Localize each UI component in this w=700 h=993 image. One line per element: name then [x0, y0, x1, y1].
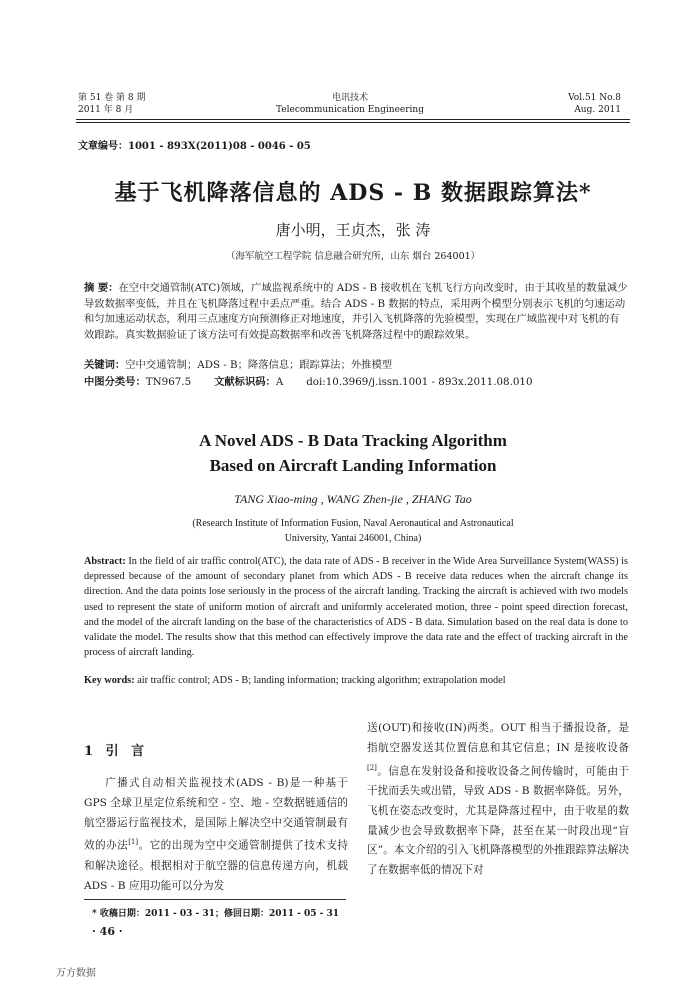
abstract-label-cn: 摘 要： [84, 282, 119, 294]
right-column-paragraph [367, 719, 629, 881]
journal-name-header [260, 92, 440, 116]
class-label: 中图分类号： [84, 376, 146, 388]
title-line-2: Based on Aircraft Landing Information [209, 456, 497, 475]
journal-name-en: Telecommunication Engineering [275, 105, 424, 115]
paper-title-cn: 基于飞机降落信息的 ADS - B 数据跟踪算法* [114, 180, 592, 206]
volume-issue: 第 51 卷 第 8 期 [78, 93, 146, 103]
keywords-en [84, 675, 628, 686]
affiliation-line-1: (Research Institute of Information Fusion, Naval Aeronautical and Astronautical [192, 518, 514, 529]
title-line-1: A Novel ADS - B Data Tracking Algorithm [199, 431, 507, 450]
affiliation-en [76, 516, 630, 546]
paper-title-en [76, 428, 630, 478]
introduction-paragraph [84, 774, 348, 896]
citation-ref-1: [1] [128, 838, 139, 847]
right-text-1: 送(OUT)和接收(IN)两类。OUT 相当于播报设备，是指航空器发送其位置信息和其它信息；IN 是接收设备 [367, 722, 629, 754]
abstract-text-en: In the field of air traffic control(ATC), the data rate of ADS - B receiver in the Wide Area Surveillance System(WASS) is depressed because of the amount of secondary planet from which ADS - B receive data reduces when the aircraft change its direction. And the data points lose seriously in the process of the aircraft landing. Tracking the aircraft is achieved with two models used to represent the state of uniform motion of aircraft and uniformly accelerated motion, three - point speed direction forecast, and the model of the aircraft landing on the base of the characteristics of ADS - B data. Simulation based on the real data is done to validate the model. The results show that this method can effectively improve the data rate and the effect of tracking aircraft in the process of aircraft landing. [84, 556, 628, 659]
doi: doi:10.3969/j.issn.1001 - 893x.2011.08.010 [306, 376, 533, 388]
affiliation-cn: （海军航空工程学院 信息融合研究所，山东 烟台 264001） [225, 251, 481, 262]
journal-volume-header-en [568, 92, 621, 116]
doc-value: A [275, 376, 284, 388]
authors-cn: 唐小明，王贞杰，张 涛 [275, 221, 431, 239]
keywords-cn [84, 358, 628, 374]
intro-text-2: 。它的出现为空中交通管制提供了技术支持和解决途径。根据相对于航空器的信息传递方向，机载 ADS - B 应用功能可以分为发 [84, 839, 348, 892]
header-rule-top [76, 119, 630, 120]
doc-label: 文献标识码： [214, 376, 276, 388]
abstract-en [84, 554, 628, 660]
wanfang-watermark: 万方数据 [56, 968, 96, 979]
publication-date-en: Aug. 2011 [574, 105, 621, 115]
journal-name-cn: 电讯技术 [331, 93, 368, 103]
abstract-cn [84, 281, 628, 343]
header-rule-bottom [76, 122, 630, 123]
citation-ref-2: [2] [367, 763, 377, 772]
authors-en: TANG Xiao-ming , WANG Zhen-jie , ZHANG Tao [234, 492, 472, 506]
intro-text-1: 广播式自动相关监视技术(ADS - B)是一种基于 GPS 全球卫星定位系统和空 - 空、地 - 空数据链通信的航空器运行监视技术，是国际上解决空中交通管制最有效的办法 [84, 777, 348, 852]
section-heading-introduction: 1 引 言 [84, 744, 149, 759]
class-value: TN967.5 [145, 376, 192, 388]
affiliation-line-2: University, Yantai 246001, China) [284, 533, 422, 544]
abstract-label-en: Abstract: [84, 556, 126, 567]
keywords-label-cn: 关键词： [84, 359, 126, 371]
publication-date: 2011 年 8 月 [78, 105, 134, 115]
footnote-dates: * 收稿日期：2011 - 03 - 31；修回日期：2011 - 05 - 31 [92, 909, 340, 919]
page-number: · 46 · [92, 925, 123, 938]
classification-line [84, 375, 628, 391]
keywords-text-cn: 空中交通管制；ADS - B；降落信息；跟踪算法；外推模型 [125, 359, 393, 371]
journal-volume-header [78, 92, 145, 116]
article-number: 文章编号：1001 - 893X(2011)08 - 0046 - 05 [78, 141, 311, 152]
abstract-text-cn: 在空中交通管制(ATC)领域，广域监视系统中的 ADS - B 接收机在飞机飞行方向改变时，由于其收星的数量减少导致数据率变低，并且在飞机降落过程中丢点严重。结合 ADS - B 数据的特点，采用两个模型分别表示飞机的匀速运动和匀加速运动状态，利用三点速度方向预测修正对地速度，并引入飞机降落的先验模型，实现在广域监视中对飞机的有效跟踪。真实数据验证了该方法可有效提高数据率和改善飞机降落过程中的跟踪效果。 [84, 282, 628, 341]
footnote-divider [84, 899, 346, 900]
volume-issue-en: Vol.51 No.8 [568, 93, 621, 103]
keywords-text-en: air traffic control; ADS - B; landing information; tracking algorithm; extrapolation model [134, 675, 506, 686]
keywords-label-en: Key words: [84, 675, 135, 686]
right-text-2: 。信息在发射设备和接收设备之间传输时，可能由于干扰而丢失或出错，导致 ADS - B 数据率降低。另外，飞机在姿态改变时，尤其是降落过程中，由于收星的数量减少也会导致数据率下降，甚至在某一时段出现“盲区”。本文介绍的引入飞机降落模型的外推跟踪算法解决了在数据率低的情况下对 [367, 765, 629, 877]
